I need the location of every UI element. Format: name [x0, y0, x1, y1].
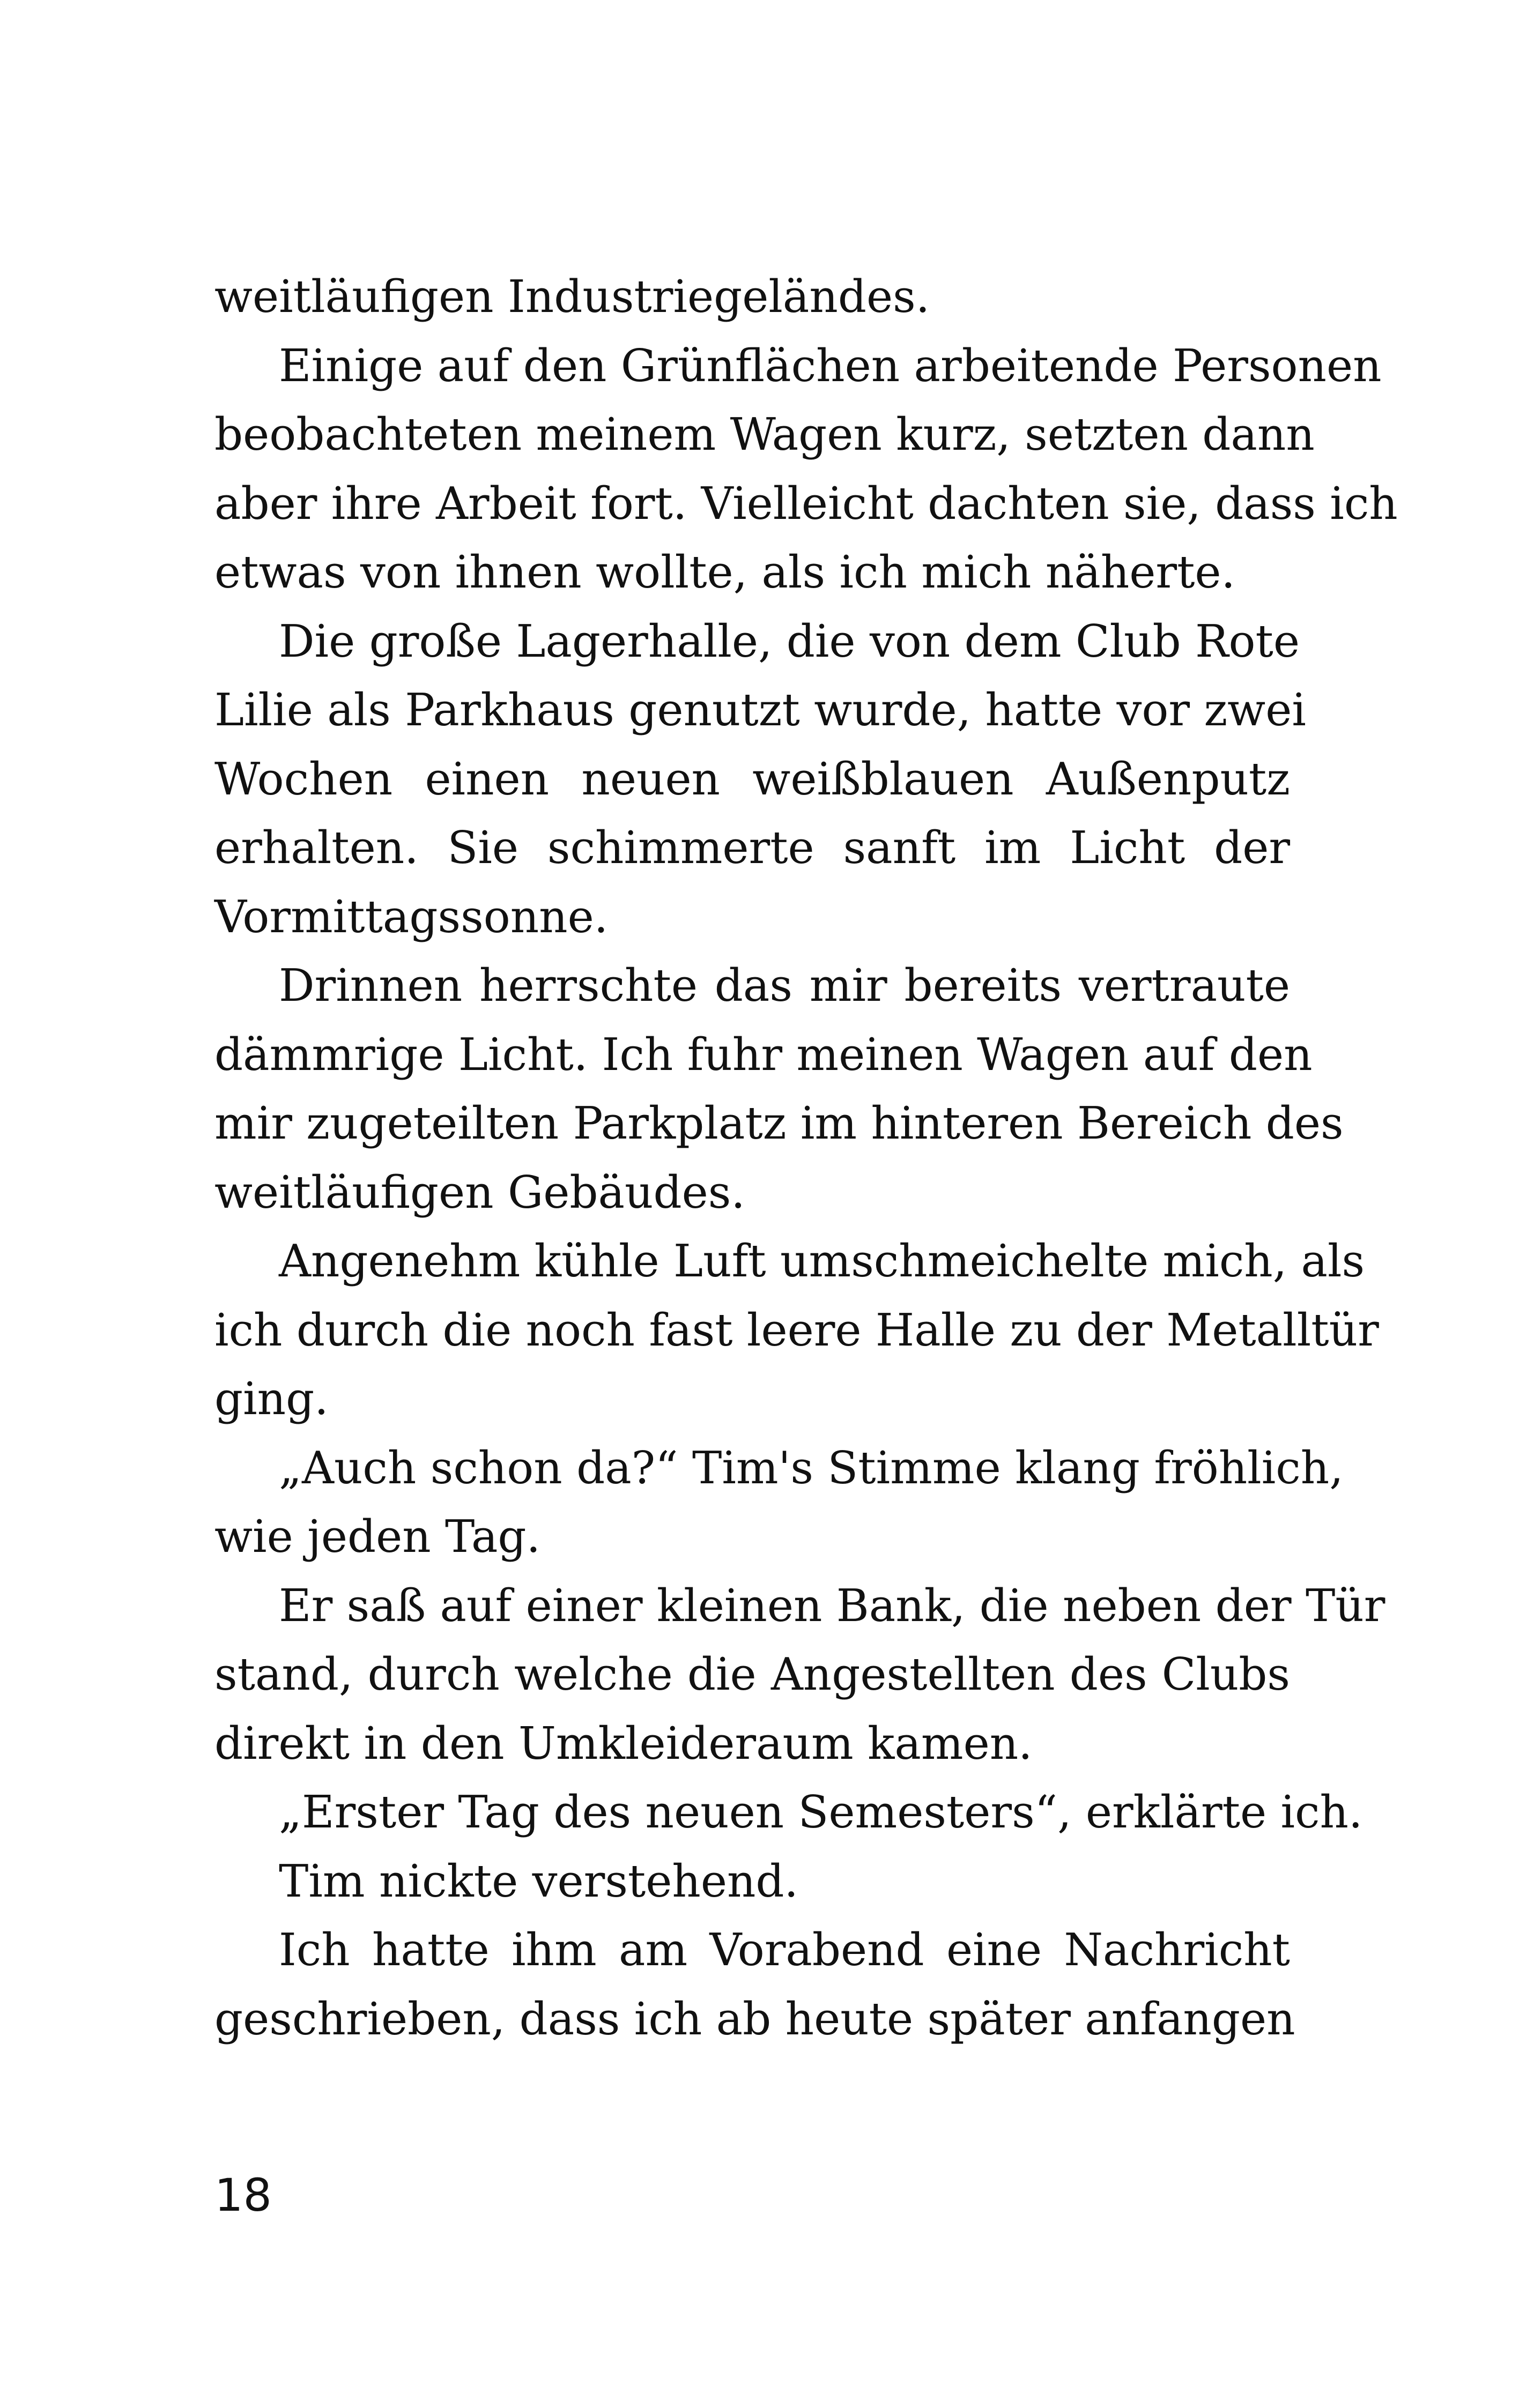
- text-line: geschrieben, dass ich ab heute später anfangen: [214, 1993, 1295, 2045]
- text-line: direkt in den Umkleideraum kamen.: [214, 1717, 1033, 1770]
- text-line: beobachteten meinem Wagen kurz, setzten dann: [214, 408, 1315, 460]
- text-line: aber ihre Arbeit fort. Vielleicht dachten sie, dass ich: [214, 477, 1398, 530]
- text-line: erhalten. Sie schimmerte sanft im Licht der: [214, 822, 1290, 874]
- text-line: Ich hatte ihm am Vorabend eine Nachricht: [279, 1924, 1290, 1976]
- text-line: etwas von ihnen wollte, als ich mich näherte.: [214, 546, 1235, 598]
- text-line: Wochen einen neuen weißblauen Außenputz: [214, 753, 1290, 805]
- text-line: „Erster Tag des neuen Semesters“, erklärte ich.: [279, 1786, 1363, 1838]
- page-number: 18: [214, 2169, 272, 2221]
- text-line: Lilie als Parkhaus genutzt wurde, hatte vor zwei: [214, 684, 1306, 736]
- text-line: weitläufigen Gebäudes.: [214, 1166, 745, 1218]
- text-line: ging.: [214, 1373, 329, 1425]
- text-line: ich durch die noch fast leere Halle zu der Metalltür: [214, 1304, 1379, 1356]
- text-line: wie jeden Tag.: [214, 1511, 540, 1563]
- text-line: Tim nickte verstehend.: [279, 1855, 798, 1907]
- text-line: Vormittagssonne.: [214, 890, 609, 943]
- text-line: „Auch schon da?“ Tim's Stimme klang fröhlich,: [279, 1441, 1344, 1494]
- text-line: weitläufigen Industriegeländes.: [214, 271, 930, 323]
- text-line: Die große Lagerhalle, die von dem Club Rote: [279, 615, 1300, 667]
- text-line: stand, durch welche die Angestellten des Clubs: [214, 1648, 1290, 1700]
- text-line: Angenehm kühle Luft umschmeichelte mich, als: [279, 1235, 1365, 1287]
- text-line: Drinnen herrschte das mir bereits vertraute: [279, 960, 1290, 1012]
- text-line: Einige auf den Grünflächen arbeitende Personen: [279, 339, 1382, 392]
- body-text: [214, 263, 1398, 2054]
- text-line: dämmrige Licht. Ich fuhr meinen Wagen auf den: [214, 1028, 1313, 1081]
- text-line: mir zugeteilten Parkplatz im hinteren Bereich des: [214, 1097, 1344, 1149]
- text-line: Er saß auf einer kleinen Bank, die neben der Tür: [279, 1579, 1385, 1632]
